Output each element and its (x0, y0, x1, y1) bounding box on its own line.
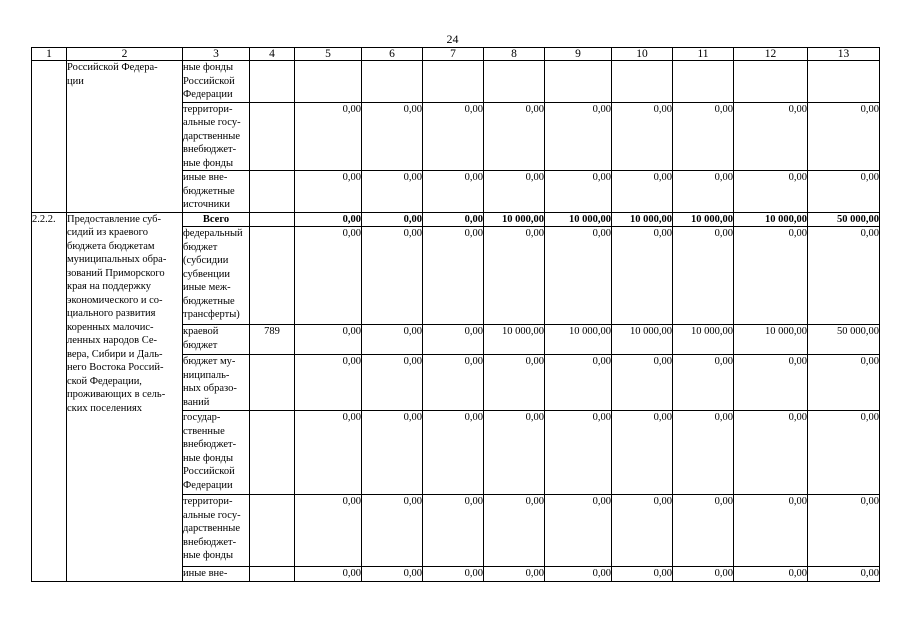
funding-source-cell (183, 567, 250, 582)
column-header: 13 (808, 48, 880, 61)
text-line: края на поддержку (67, 281, 151, 292)
amount-cell: 0,00 (423, 212, 484, 227)
text-line: внебюджет- (183, 144, 237, 155)
amount-cell: 0,00 (295, 227, 362, 325)
column-header: 10 (612, 48, 673, 61)
amount-cell: 0,00 (295, 411, 362, 495)
amount-cell: 0,00 (362, 171, 423, 213)
amount-cell: 10 000,00 (734, 212, 808, 227)
amount-cell: 0,00 (423, 171, 484, 213)
text-line: ской Федерации, (67, 375, 142, 387)
text-line: сидий из краевого (67, 227, 148, 238)
text-line: иные меж- (183, 282, 231, 293)
text-line: (субсидии (183, 255, 229, 266)
budget-table (31, 47, 880, 582)
text-line: альные госу- (183, 117, 241, 128)
amount-cell: 0,00 (484, 171, 545, 213)
amount-cell: 0,00 (295, 495, 362, 567)
text-line: ваний (183, 396, 210, 408)
department-code-cell (250, 227, 295, 325)
text-line: экономического и со- (67, 294, 163, 306)
funding-source-cell (183, 325, 250, 355)
amount-cell: 0,00 (423, 495, 484, 567)
amount-cell: 0,00 (423, 102, 484, 171)
amount-cell (362, 61, 423, 103)
amount-cell: 0,00 (734, 102, 808, 171)
amount-cell: 0,00 (734, 355, 808, 411)
amount-cell: 0,00 (673, 411, 734, 495)
column-header: 1 (32, 48, 67, 61)
column-header: 2 (67, 48, 183, 61)
column-header: 6 (362, 48, 423, 61)
department-code-cell (250, 411, 295, 495)
amount-cell: 50 000,00 (808, 212, 880, 227)
column-header: 11 (673, 48, 734, 61)
department-code-cell: 789 (250, 325, 295, 355)
department-code-cell (250, 171, 295, 213)
text-line: ные фонды (183, 157, 234, 169)
amount-cell: 10 000,00 (545, 325, 612, 355)
amount-cell (423, 61, 484, 103)
amount-cell: 0,00 (545, 495, 612, 567)
text-line: территори- (183, 103, 233, 115)
column-number-row (32, 48, 880, 61)
amount-cell: 10 000,00 (612, 325, 673, 355)
amount-cell: 0,00 (612, 171, 673, 213)
amount-cell: 0,00 (362, 102, 423, 171)
amount-cell: 0,00 (423, 227, 484, 325)
text-line: него Востока Россий- (67, 362, 164, 373)
text-line: Российской Федера- (67, 62, 158, 73)
department-code-cell (250, 212, 295, 227)
item-code-cell (32, 61, 67, 213)
amount-cell: 0,00 (484, 567, 545, 582)
amount-cell: 0,00 (808, 567, 880, 582)
amount-cell: 0,00 (808, 411, 880, 495)
funding-source-cell (183, 355, 250, 411)
text-line: бюджета бюджетам (67, 240, 155, 252)
text-line: проживающих в сель- (67, 389, 166, 400)
text-line: дарственные (183, 523, 241, 534)
text-line: внебюджет- (183, 439, 237, 450)
column-header: 12 (734, 48, 808, 61)
amount-cell: 0,00 (673, 171, 734, 213)
text-line: трансферты) (183, 309, 240, 320)
total-row (32, 212, 880, 227)
amount-cell: 10 000,00 (545, 212, 612, 227)
text-line: ниципаль- (183, 369, 230, 381)
amount-cell: 0,00 (673, 102, 734, 171)
amount-cell: 0,00 (295, 355, 362, 411)
amount-cell (612, 61, 673, 103)
amount-cell: 0,00 (545, 227, 612, 325)
text-line: муниципальных обра- (67, 254, 167, 265)
text-line: Российской (183, 466, 235, 477)
amount-cell: 0,00 (362, 325, 423, 355)
text-line: Федерации (183, 479, 233, 491)
text-line: альные госу- (183, 509, 241, 521)
amount-cell: 0,00 (734, 567, 808, 582)
funding-source-cell (183, 102, 250, 171)
amount-cell: 0,00 (612, 411, 673, 495)
amount-cell: 10 000,00 (673, 325, 734, 355)
column-header: 3 (183, 48, 250, 61)
text-line: ских поселениях (67, 402, 143, 414)
amount-cell: 0,00 (484, 411, 545, 495)
amount-cell: 0,00 (423, 411, 484, 495)
column-header: 5 (295, 48, 362, 61)
amount-cell: 0,00 (362, 227, 423, 325)
amount-cell: 0,00 (362, 567, 423, 582)
funding-source-cell (183, 61, 250, 103)
text-line: внебюджет- (183, 536, 237, 548)
amount-cell: 0,00 (808, 355, 880, 411)
amount-cell: 0,00 (612, 495, 673, 567)
amount-cell (484, 61, 545, 103)
text-line: дарственные (183, 130, 241, 142)
amount-cell: 10 000,00 (673, 212, 734, 227)
text-line: коренных малочис- (67, 321, 154, 333)
column-header: 9 (545, 48, 612, 61)
department-code-cell (250, 495, 295, 567)
funding-source-cell (183, 227, 250, 325)
amount-cell: 0,00 (484, 102, 545, 171)
amount-cell: 50 000,00 (808, 325, 880, 355)
amount-cell: 0,00 (612, 227, 673, 325)
department-code-cell (250, 102, 295, 171)
text-line: ные фонды (183, 550, 234, 561)
text-line: иные вне- (183, 172, 228, 183)
text-line: вера, Сибири и Даль- (67, 348, 163, 360)
amount-cell: 0,00 (362, 411, 423, 495)
amount-cell: 0,00 (673, 567, 734, 582)
text-line: краевой (183, 326, 219, 337)
department-code-cell (250, 61, 295, 103)
text-line: ции (67, 75, 84, 87)
funding-source-cell (183, 495, 250, 567)
text-line: федеральный (183, 228, 243, 239)
amount-cell: 0,00 (612, 567, 673, 582)
amount-cell (734, 61, 808, 103)
amount-cell: 0,00 (423, 325, 484, 355)
amount-cell: 0,00 (295, 325, 362, 355)
item-description-cell (67, 212, 183, 581)
amount-cell: 0,00 (734, 495, 808, 567)
amount-cell: 0,00 (808, 227, 880, 325)
funding-source-cell (183, 411, 250, 495)
amount-cell: 0,00 (673, 495, 734, 567)
text-line: бюджет (183, 339, 218, 351)
text-line: источники (183, 199, 230, 210)
department-code-cell (250, 355, 295, 411)
table-row (32, 61, 880, 103)
column-header: 7 (423, 48, 484, 61)
funding-source-cell: Всего (183, 212, 250, 227)
amount-cell: 10 000,00 (612, 212, 673, 227)
amount-cell: 0,00 (295, 171, 362, 213)
text-line: бюджетные (183, 185, 235, 197)
amount-cell: 0,00 (545, 171, 612, 213)
text-line: государ- (183, 412, 221, 423)
text-line: ственные (183, 425, 225, 437)
text-line: циального развития (67, 308, 156, 319)
text-line: Предоставление суб- (67, 213, 161, 225)
text-line: бюджет (183, 241, 218, 253)
amount-cell: 0,00 (484, 495, 545, 567)
amount-cell: 0,00 (734, 411, 808, 495)
amount-cell: 10 000,00 (484, 325, 545, 355)
amount-cell (808, 61, 880, 103)
department-code-cell (250, 567, 295, 582)
text-line: иные вне- (183, 568, 228, 579)
text-line: ных образо- (183, 383, 237, 394)
amount-cell: 0,00 (295, 212, 362, 227)
text-line: территори- (183, 496, 233, 507)
text-line: бюджет му- (183, 356, 236, 367)
page-number: 24 (446, 32, 459, 46)
amount-cell: 0,00 (545, 411, 612, 495)
amount-cell: 0,00 (734, 171, 808, 213)
amount-cell: 0,00 (612, 355, 673, 411)
text-line: бюджетные (183, 295, 235, 307)
amount-cell: 0,00 (673, 227, 734, 325)
amount-cell (673, 61, 734, 103)
amount-cell: 0,00 (808, 171, 880, 213)
funding-source-cell (183, 171, 250, 213)
amount-cell: 0,00 (362, 495, 423, 567)
amount-cell: 0,00 (545, 567, 612, 582)
column-header: 8 (484, 48, 545, 61)
amount-cell: 0,00 (673, 355, 734, 411)
amount-cell: 0,00 (612, 102, 673, 171)
text-line: ные фонды (183, 62, 234, 73)
amount-cell: 0,00 (484, 355, 545, 411)
amount-cell: 0,00 (545, 355, 612, 411)
text-line: субвенции (183, 268, 231, 280)
item-description-cell (67, 61, 183, 213)
amount-cell: 0,00 (484, 227, 545, 325)
amount-cell (545, 61, 612, 103)
item-code-cell: 2.2.2. (32, 212, 67, 581)
amount-cell: 10 000,00 (484, 212, 545, 227)
amount-cell: 0,00 (423, 567, 484, 582)
amount-cell: 0,00 (295, 102, 362, 171)
amount-cell: 0,00 (362, 355, 423, 411)
text-line: ные фонды (183, 452, 234, 464)
amount-cell: 0,00 (295, 567, 362, 582)
text-line: Федерации (183, 89, 233, 100)
amount-cell: 10 000,00 (734, 325, 808, 355)
amount-cell: 0,00 (808, 495, 880, 567)
amount-cell: 0,00 (423, 355, 484, 411)
text-line: Российской (183, 75, 235, 87)
amount-cell: 0,00 (808, 102, 880, 171)
text-line: зований Приморского (67, 267, 165, 279)
amount-cell (295, 61, 362, 103)
text-line: ленных народов Се- (67, 335, 158, 346)
amount-cell: 0,00 (362, 212, 423, 227)
amount-cell: 0,00 (734, 227, 808, 325)
column-header: 4 (250, 48, 295, 61)
amount-cell: 0,00 (545, 102, 612, 171)
